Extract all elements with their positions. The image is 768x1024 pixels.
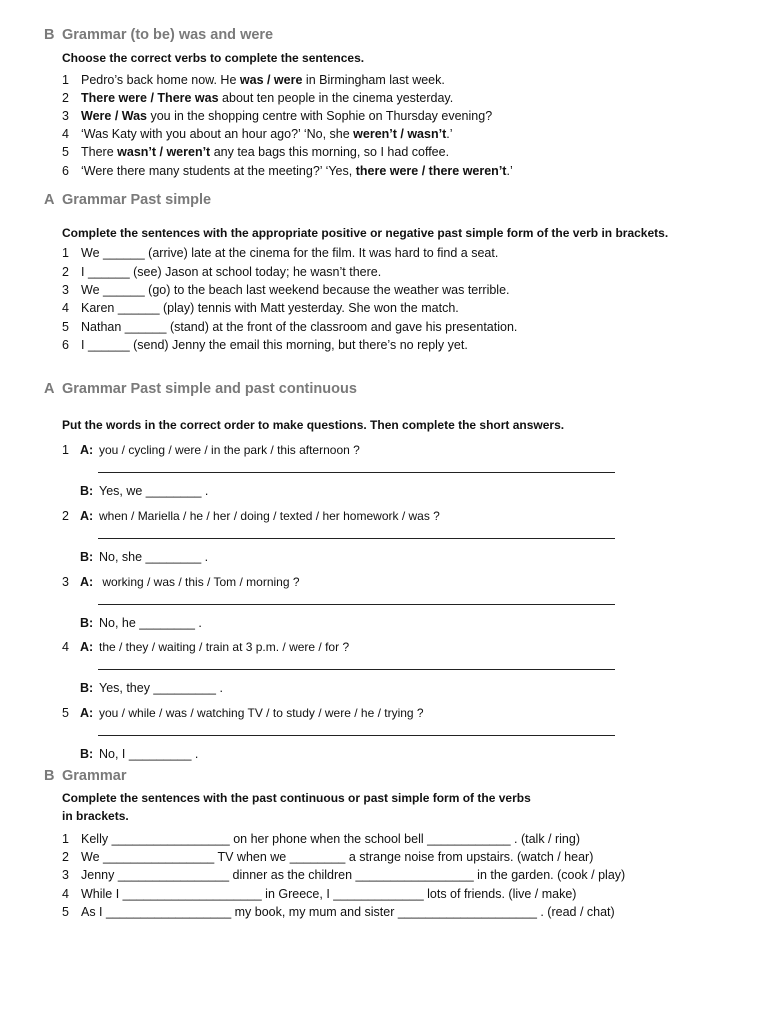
speaker-a-label: A: — [80, 575, 94, 589]
item-number: 5 — [62, 320, 69, 334]
speaker-b-label: B: — [80, 747, 94, 761]
item-text[interactable]: We ________________ TV when we ________ a strange noise from upstairs. (watch / hear) — [81, 850, 594, 864]
exercise-item — [62, 73, 445, 87]
question-item — [62, 640, 349, 654]
verb-choice[interactable]: There were / There was — [81, 91, 219, 105]
question-words: working / was / this / Tom / morning ? — [99, 575, 300, 589]
item-number: 6 — [62, 164, 69, 178]
short-answer-text[interactable]: No, she ________ . — [99, 550, 209, 564]
verb-choice[interactable]: weren’t / wasn’t — [353, 127, 447, 141]
answer-write-line[interactable] — [98, 669, 615, 670]
item-number: 3 — [62, 868, 69, 882]
item-number: 4 — [62, 887, 69, 901]
item-text-after: in Birmingham last week. — [302, 73, 445, 87]
item-text-after: about ten people in the cinema yesterday. — [218, 91, 454, 105]
item-text[interactable]: Jenny ________________ dinner as the children _________________ in the garden. (cook / play) — [81, 868, 626, 882]
exercise-item — [62, 145, 449, 159]
exercise-item — [62, 320, 517, 334]
exercise-item — [62, 109, 492, 123]
item-text-before: ‘Were there many students at the meeting?’ ‘Yes, — [81, 164, 356, 178]
exercise-item — [62, 265, 381, 279]
section-title: Grammar (to be) was and were — [62, 27, 274, 43]
item-text-before: ‘Was Katy with you about an hour ago?’ ‘No, she — [81, 127, 354, 141]
instruction-a2: Put the words in the correct order to make questions. Then complete the short answers. — [62, 418, 565, 432]
item-text-after: you in the shopping centre with Sophie on Thursday evening? — [147, 109, 493, 123]
exercise-item — [62, 283, 510, 297]
item-number: 4 — [62, 301, 69, 315]
item-number: 1 — [62, 443, 69, 457]
item-number: 2 — [62, 91, 69, 105]
section-letter: A — [44, 381, 55, 397]
section-title: Grammar — [62, 768, 127, 784]
answer-write-line[interactable] — [98, 472, 615, 473]
speaker-a-label: A: — [80, 443, 94, 457]
speaker-a-label: A: — [80, 509, 94, 523]
exercise-item — [62, 905, 615, 919]
question-words: the / they / waiting / train at 3 p.m. / were / for ? — [99, 640, 350, 654]
exercise-item — [62, 301, 459, 315]
section-heading-b1 — [44, 27, 273, 43]
answer-write-line[interactable] — [98, 538, 615, 539]
speaker-b-label: B: — [80, 550, 94, 564]
instruction-b1: Choose the correct verbs to complete the sentences. — [62, 51, 365, 65]
item-text-before: Pedro’s back home now. He — [81, 73, 240, 87]
item-number: 2 — [62, 850, 69, 864]
section-letter: B — [44, 27, 55, 43]
exercise-item — [62, 868, 625, 882]
question-item — [62, 509, 440, 523]
exercise-item — [62, 887, 576, 901]
short-answer — [80, 550, 208, 564]
item-text[interactable]: Kelly _________________ on her phone when the school bell ____________ . (talk / ring) — [81, 832, 580, 846]
item-number: 4 — [62, 640, 69, 654]
item-text[interactable]: Karen ______ (play) tennis with Matt yesterday. She won the match. — [81, 301, 459, 315]
section-title: Grammar Past simple — [62, 192, 212, 208]
item-number: 3 — [62, 283, 69, 297]
short-answer-text[interactable]: No, he ________ . — [99, 616, 202, 630]
speaker-b-label: B: — [80, 484, 94, 498]
item-text-before: There — [81, 145, 118, 159]
exercise-item — [62, 91, 453, 105]
item-text[interactable]: We ______ (go) to the beach last weekend because the weather was terrible. — [81, 283, 510, 297]
section-heading-a2 — [44, 381, 357, 397]
answer-write-line[interactable] — [98, 735, 615, 736]
exercise-item — [62, 832, 580, 846]
speaker-a-label: A: — [80, 706, 94, 720]
item-number: 2 — [62, 265, 69, 279]
instruction-b2-line1: Complete the sentences with the past continuous or past simple form of the verbs — [62, 791, 531, 805]
verb-choice[interactable]: Were / Was — [81, 109, 147, 123]
answer-write-line[interactable] — [98, 604, 615, 605]
item-text[interactable]: While I ____________________ in Greece, I _____________ lots of friends. (live / make) — [81, 887, 577, 901]
question-words: when / Mariella / he / her / doing / texted / her homework / was ? — [99, 509, 440, 523]
instruction-a1: Complete the sentences with the appropriate positive or negative past simple form of the verb in brackets. — [62, 226, 669, 240]
question-words: you / cycling / were / in the park / this afternoon ? — [99, 443, 360, 457]
short-answer — [80, 681, 223, 695]
verb-choice[interactable]: there were / there weren’t — [355, 164, 507, 178]
item-text[interactable]: I ______ (send) Jenny the email this morning, but there’s no reply yet. — [81, 338, 468, 352]
verb-choice[interactable]: wasn’t / weren’t — [117, 145, 211, 159]
exercise-item — [62, 127, 453, 141]
short-answer-text[interactable]: Yes, we ________ . — [99, 484, 209, 498]
item-number: 3 — [62, 109, 69, 123]
question-item — [62, 706, 424, 720]
short-answer-text[interactable]: Yes, they _________ . — [99, 681, 223, 695]
short-answer — [80, 747, 198, 761]
item-text-after: any tea bags this morning, so I had coffee. — [210, 145, 450, 159]
item-number: 6 — [62, 338, 69, 352]
item-text[interactable]: I ______ (see) Jason at school today; he wasn’t there. — [81, 265, 382, 279]
instruction-b2-line2: in brackets. — [62, 809, 129, 823]
exercise-item — [62, 164, 513, 178]
section-heading-a1 — [44, 192, 211, 208]
verb-choice[interactable]: was / were — [239, 73, 303, 87]
item-number: 4 — [62, 127, 69, 141]
item-number: 5 — [62, 145, 69, 159]
exercise-item — [62, 246, 498, 260]
exercise-item — [62, 338, 468, 352]
speaker-b-label: B: — [80, 681, 94, 695]
item-number: 3 — [62, 575, 69, 589]
item-number: 5 — [62, 905, 69, 919]
item-number: 1 — [62, 832, 69, 846]
short-answer — [80, 616, 202, 630]
short-answer-text[interactable]: No, I _________ . — [99, 747, 199, 761]
item-text-after: .’ — [506, 164, 513, 178]
item-text-after: .’ — [446, 127, 453, 141]
short-answer — [80, 484, 208, 498]
item-text[interactable]: As I __________________ my book, my mum and sister ____________________ . (read / chat) — [81, 905, 615, 919]
section-title: Grammar Past simple and past continuous — [62, 381, 357, 397]
item-number: 1 — [62, 246, 69, 260]
item-number: 1 — [62, 73, 69, 87]
item-text[interactable]: We ______ (arrive) late at the cinema for the film. It was hard to find a seat. — [81, 246, 499, 260]
question-words: you / while / was / watching TV / to study / were / he / trying ? — [99, 706, 424, 720]
section-letter: A — [44, 192, 55, 208]
item-number: 2 — [62, 509, 69, 523]
question-item — [62, 443, 360, 457]
section-letter: B — [44, 768, 55, 784]
question-item — [62, 575, 300, 589]
item-number: 5 — [62, 706, 69, 720]
speaker-b-label: B: — [80, 616, 94, 630]
speaker-a-label: A: — [80, 640, 94, 654]
section-heading-b2 — [44, 768, 126, 784]
item-text[interactable]: Nathan ______ (stand) at the front of the classroom and gave his presentation. — [81, 320, 518, 334]
exercise-item — [62, 850, 593, 864]
